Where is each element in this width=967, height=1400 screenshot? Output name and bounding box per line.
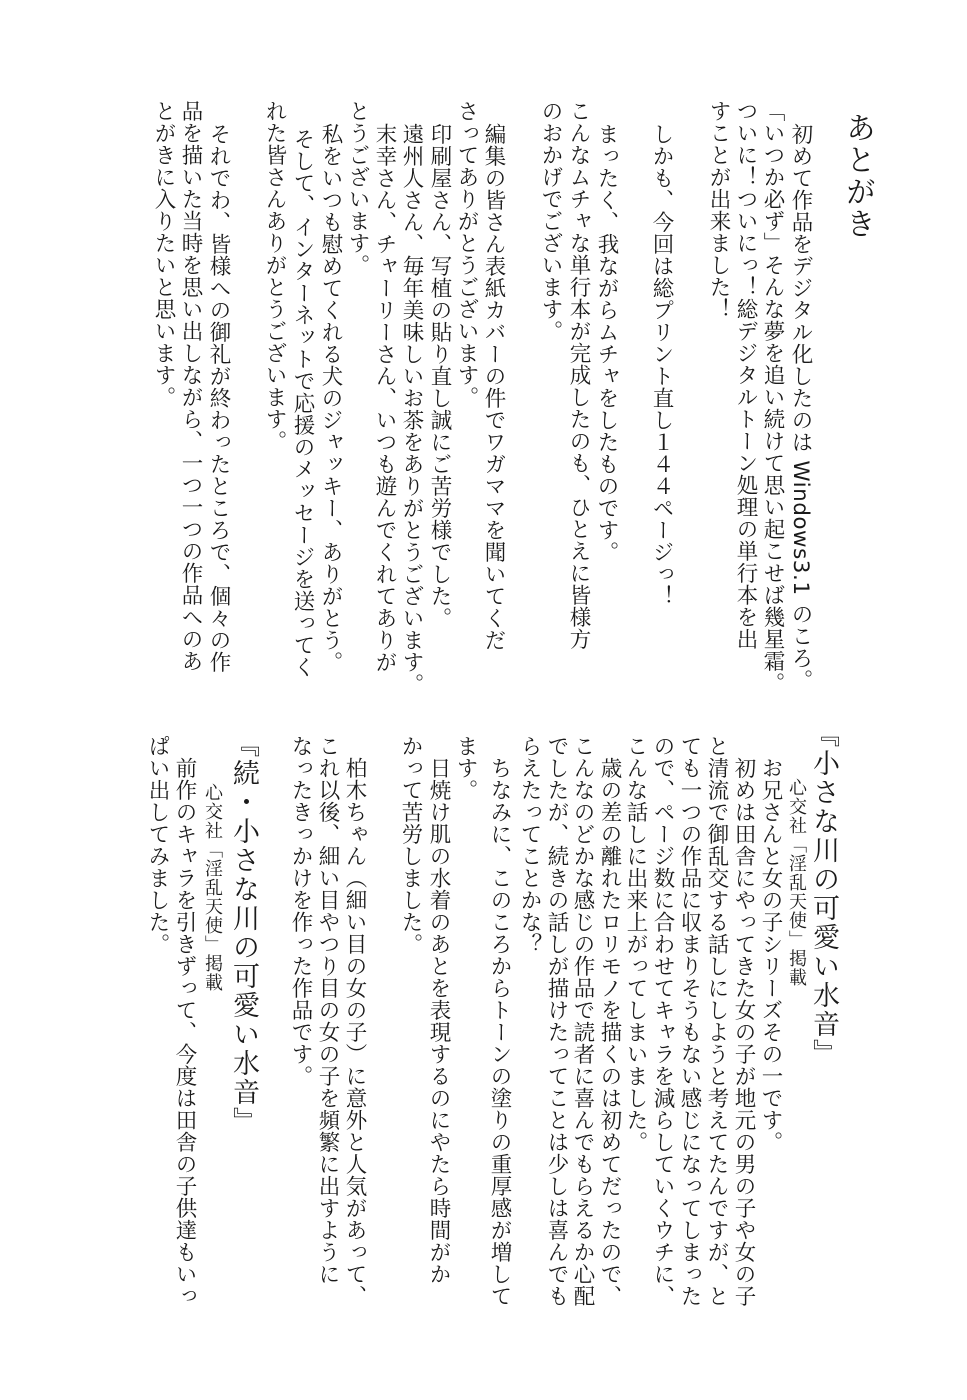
afterword-line: まったく、我ながらムチャをしたものです。 (594, 123, 619, 563)
work1-line: これ以後、細い目やつり目の女の子を頻繁に出すように (315, 735, 340, 1285)
afterword-line: しかも、今回は総プリント直し１４４ページっ！ (649, 123, 674, 607)
afterword-line: 印刷屋さん、写植の貼り直し誠にご苦労様でした。 (427, 123, 452, 629)
afterword-line: 品を描いた当時を思い出しながら、一つ一つの作品へのあ (178, 100, 203, 672)
work1-publication: 心交社「淫乱天使」掲載 (786, 778, 807, 987)
afterword-line: のおかげでございます。 (538, 100, 563, 342)
work1-line: かって苦労しました。 (398, 735, 423, 955)
afterword-line: 編集の皆さん表紙カバーの件でワガママを聞いてくだ (481, 123, 506, 651)
work1-line: らえたってことかな？ (517, 735, 542, 955)
afterword-line: それでわ、皆様への御礼が終わったところで、個々の作 (206, 123, 231, 673)
afterword-line: とがきに入りたいと思います。 (151, 100, 176, 408)
work1-line: こんなのどかな感じの作品で読者に喜んでもらえるか心配 (570, 735, 595, 1307)
work1-line: こんな話しに出来上がってしまいました。 (623, 735, 648, 1153)
afterword-line: とうございます。 (345, 100, 370, 276)
work1-line: お兄さんと女の子シリーズその一です。 (758, 757, 783, 1153)
work1-line: 歳の差の離れたロリモノを描くのは初めてだったので、 (597, 757, 622, 1307)
work2-line: ぱい出してみました。 (145, 735, 170, 955)
afterword-line: そして、インターネットで応援のメッセージを送ってく (290, 128, 315, 678)
afterword-line: れた皆さんありがとうございます。 (262, 100, 287, 452)
afterword-line: ついに！ついにっ！総デジタルトーン処理の単行本を出 (733, 100, 758, 650)
work1-line: 柏木ちゃん（細い目の女の子）に意外と人気があって、 (342, 757, 367, 1307)
work1-line: ので、ページ数に合わせてキャラを減らしていくウチに、 (650, 735, 675, 1307)
afterword-line: すことが出来ました！ (706, 100, 731, 320)
work2-title: 『続・小さな川の可愛い水音』 (228, 730, 259, 1136)
work2-line: 前作のキャラを引きずって、今度は田舎の子供達もいっ (172, 757, 197, 1307)
work1-line: 日焼け肌の水着のあとを表現するのにやたら時間がか (426, 757, 451, 1285)
work2-publication: 心交社「淫乱天使」掲載 (202, 783, 223, 992)
work1-line: と清流で御乱交する話しにしようと考えてたんですが、と (704, 735, 729, 1307)
afterword-title: あとがき (840, 112, 875, 240)
afterword-line: 末幸さん、チャーリーさん、いつも遊んでくれてありが (372, 123, 397, 673)
afterword-line: 私をいつも慰めてくれる犬のジャッキー、ありがとう。 (318, 123, 343, 673)
work1-line: なったきっかけを作った作品です。 (288, 735, 313, 1087)
work1-line: 初めは田舎にやってきた女の子が地元の男の子や女の子 (731, 757, 756, 1307)
work1-line: ても一つの作品に収まりそうもない感じになってしまった (677, 735, 702, 1307)
work1-line: ちなみに、このころからトーンの塗りの重厚感が増して (487, 757, 512, 1307)
afterword-line: 遠州人さん、毎年美味しいお茶をありがとうございます。 (399, 123, 424, 695)
afterword-line: こんなムチャな単行本が完成したのも、ひとえに皆様方 (566, 100, 591, 650)
work1-line: ます。 (453, 735, 478, 801)
work1-line: でしたが、続きの話しが描けたってことは少しは喜んでも (544, 735, 569, 1307)
afterword-line: 初めて作品をデジタル化したのは Windows3.1 のころ。 (788, 123, 813, 691)
afterword-line: 「いつか必ず」そんな夢を追い続けて思い起こせば幾星霜。 (760, 100, 785, 694)
afterword-line: さってありがとうございます。 (454, 100, 479, 408)
work1-title: 『小さな川の可愛い水音』 (808, 720, 839, 1068)
